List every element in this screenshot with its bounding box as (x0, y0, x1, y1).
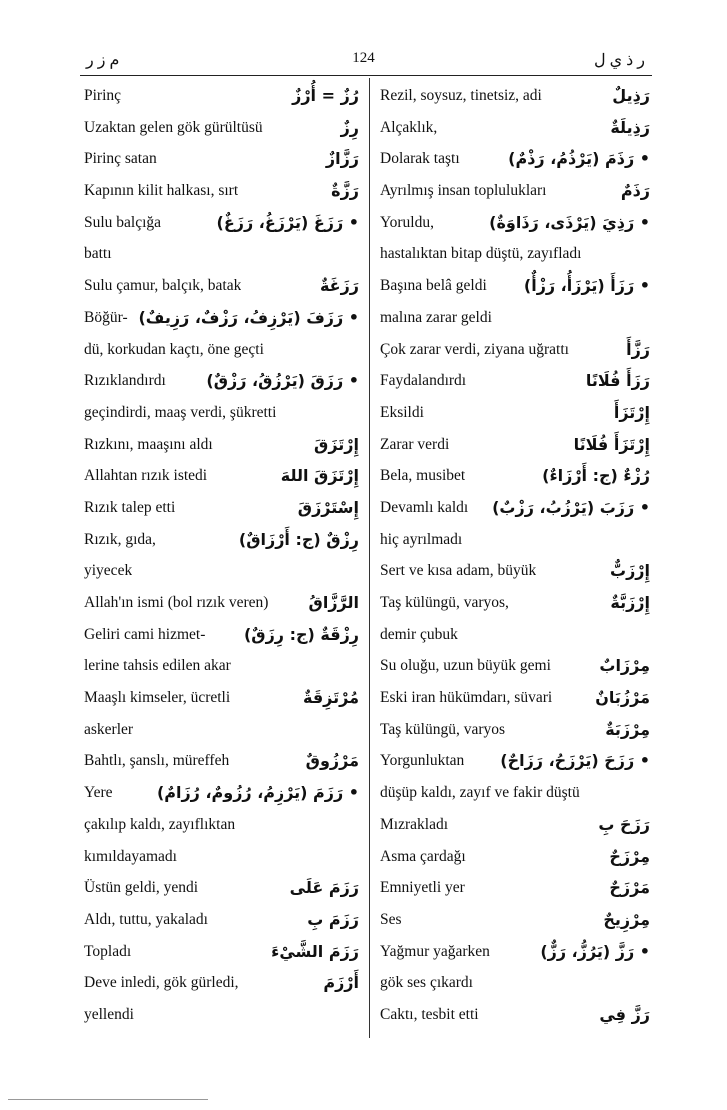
arabic-headword: • رَزَمَ (يَرْزِمُ، رُزُومٌ، رُزَامٌ) (156, 783, 359, 803)
arabic-headword: • رَزَحَ (يَرْزَحُ، رَزَاحٌ) (500, 751, 650, 771)
arabic-headword: رَزَمَ الشَّيْءَ (271, 941, 359, 961)
arabic-headword: • رَزَبَ (يَرْزُبُ، رَزْبٌ) (492, 497, 650, 517)
header-rule (80, 75, 652, 76)
turkish-definition: kımıldayamadı (84, 847, 177, 865)
turkish-definition: hiç ayrılmadı (380, 530, 463, 548)
arabic-headword: رُزٌ = أُرْزٌ (292, 86, 359, 105)
arabic-headword: • رَذِيَ (يَرْذَى، رَذَاوَةٌ) (489, 212, 650, 232)
dictionary-line (84, 872, 359, 904)
dictionary-line (380, 207, 650, 239)
dictionary-line (84, 429, 359, 461)
turkish-definition: Kapının kilit halkası, sırt (84, 182, 239, 200)
turkish-definition: demir çubuk (380, 625, 458, 643)
turkish-definition: battı (84, 245, 112, 263)
turkish-definition: Caktı, tesbit etti (380, 1005, 479, 1023)
arabic-headword: رَذِيلَةٌ (610, 117, 650, 137)
dictionary-line (380, 872, 650, 904)
dictionary-line (84, 270, 359, 302)
turkish-definition: Ses (380, 910, 402, 928)
dictionary-line (84, 492, 359, 524)
turkish-definition: geçindirdi, maaş verdi, şükretti (84, 403, 277, 421)
dictionary-line (84, 80, 359, 112)
arabic-headword: مَرْزَحٌ (609, 878, 650, 898)
arabic-headword: مِرْزِيحٌ (603, 909, 650, 929)
turkish-definition: Rızkını, maaşını aldı (84, 435, 213, 453)
arabic-headword: رَزَحَ بِ (598, 814, 650, 834)
dictionary-line (84, 777, 359, 809)
turkish-definition: malına zarar geldi (380, 308, 492, 326)
left-column (84, 80, 359, 1031)
arabic-headword: مِرْزَبَةٌ (605, 719, 650, 739)
arabic-headword: رِزْقٌ (ج: أَرْزَاقٌ) (238, 529, 359, 549)
dictionary-line (380, 334, 650, 366)
arabic-headword: رَزَّأَ (626, 339, 650, 359)
dictionary-line (380, 112, 650, 144)
arabic-headword: • رَزَّ (يَرُزُّ، رَزٌّ) (540, 941, 650, 961)
arabic-headword: مَرْزُوقٌ (305, 751, 359, 771)
arabic-headword: الرَّزَّاقُ (308, 593, 359, 612)
arabic-headword: مُرْتَزِقَةٌ (303, 688, 359, 708)
arabic-headword: رَزَأَ فُلَانًا (585, 371, 650, 391)
right-column (380, 80, 650, 1031)
turkish-definition: Rezil, soysuz, tinetsiz, adi (380, 87, 542, 104)
turkish-definition: Pirinç satan (84, 150, 157, 168)
arabic-headword: إِرْتَزَقَ اللهَ (280, 466, 359, 486)
turkish-definition: Başına belâ geldi (380, 277, 487, 295)
turkish-definition: Yorgunluktan (380, 752, 465, 770)
turkish-definition: yiyecek (84, 562, 133, 580)
dictionary-line (380, 650, 650, 682)
arabic-headword: • رَزَأَ (يَرْزَأُ، رَزْأٌ) (523, 276, 650, 296)
arabic-headword: رَزَمَ عَلَى (289, 878, 359, 898)
dictionary-line (84, 999, 359, 1031)
dictionary-line (380, 967, 650, 999)
turkish-definition: yellendi (84, 1005, 134, 1023)
dictionary-line (380, 777, 650, 809)
turkish-definition: gök ses çıkardı (380, 974, 473, 992)
page-number: 124 (352, 50, 375, 66)
turkish-definition: Pirinç (84, 87, 122, 104)
arabic-headword: مِرْزَابٌ (599, 656, 650, 676)
arabic-headword: • رَزَغَ (يَرْزَغُ، رَزَغٌ) (216, 212, 359, 232)
dictionary-line (84, 809, 359, 841)
arabic-headword: رَزَمَ بِ (307, 909, 359, 929)
dictionary-line (84, 619, 359, 651)
dictionary-line (380, 492, 650, 524)
dictionary-line (380, 999, 650, 1031)
turkish-definition: lerine tahsis edilen akar (84, 657, 231, 675)
dictionary-line (380, 619, 650, 651)
arabic-headword: رَزَّازٌ (325, 149, 359, 169)
turkish-definition: Ayrılmış insan toplulukları (380, 182, 547, 200)
turkish-definition: Yoruldu, (380, 213, 434, 231)
turkish-definition: Sert ve kısa adam, büyük (380, 562, 537, 580)
turkish-definition: Rızıklandırdı (84, 372, 166, 390)
arabic-headword: • رَذَمَ (يَرْذُمُ، رَذْمٌ) (508, 149, 650, 169)
turkish-definition: Çok zarar verdi, ziyana uğrattı (380, 340, 569, 358)
dictionary-line (380, 397, 650, 429)
turkish-definition: Eski iran hükümdarı, süvari (380, 689, 553, 707)
turkish-definition: Bela, musibet (380, 467, 466, 485)
turkish-definition: Geliri cami hizmet- (84, 625, 206, 643)
turkish-definition: Sulu çamur, balçık, batak (84, 277, 242, 295)
dictionary-line (84, 904, 359, 936)
dictionary-line (380, 302, 650, 334)
dictionary-line (380, 745, 650, 777)
dictionary-line (84, 682, 359, 714)
turkish-definition: Deve inledi, gök gürledi, (84, 974, 239, 992)
dictionary-line (380, 365, 650, 397)
arabic-headword: إِسْتَرْزَقَ (297, 497, 359, 517)
arabic-headword: رَزَّ فِي (599, 1004, 650, 1024)
turkish-definition: Yağmur yağarken (380, 942, 490, 960)
turkish-definition: Alçaklık, (380, 118, 438, 136)
dictionary-line (380, 429, 650, 461)
dictionary-line (84, 334, 359, 366)
arabic-headword: إِرْتَزَأَ فُلَانًا (573, 434, 650, 454)
dictionary-line (84, 587, 359, 619)
turkish-definition: çakılıp kaldı, zayıflıktan (84, 815, 236, 833)
dictionary-line (84, 112, 359, 144)
dictionary-line (84, 841, 359, 873)
turkish-definition: hastalıktan bitap düştü, zayıfladı (380, 245, 582, 263)
turkish-definition: Su oluğu, uzun büyük gemi (380, 657, 551, 675)
turkish-definition: Rızık, gıda, (84, 530, 156, 548)
dictionary-line (84, 936, 359, 968)
dictionary-line (84, 238, 359, 270)
dictionary-line (84, 650, 359, 682)
turkish-definition: Devamlı kaldı (380, 498, 469, 516)
turkish-definition: dü, korkudan kaçtı, öne geçti (84, 340, 264, 358)
dictionary-line (84, 397, 359, 429)
arabic-headword: • رَزَقَ (يَرْزُقُ، رَزْقٌ) (206, 371, 359, 391)
turkish-definition: Böğür- (84, 308, 128, 326)
turkish-definition: Asma çardağı (380, 847, 466, 865)
dictionary-line (380, 270, 650, 302)
dictionary-line (380, 587, 650, 619)
turkish-definition: Maaşlı kimseler, ücretli (84, 689, 231, 707)
turkish-definition: Yere (84, 784, 113, 802)
dictionary-line (84, 365, 359, 397)
dictionary-line (84, 143, 359, 175)
dictionary-line (84, 524, 359, 556)
dictionary-line (84, 745, 359, 777)
turkish-definition: Faydalandırdı (380, 372, 467, 390)
dictionary-line (380, 143, 650, 175)
dictionary-line (380, 80, 650, 112)
dictionary-line (380, 524, 650, 556)
turkish-definition: Emniyetli yer (380, 879, 465, 897)
turkish-definition: Dolarak taştı (380, 150, 460, 168)
turkish-definition: Rızık talep etti (84, 498, 176, 516)
turkish-definition: Mızrakladı (380, 815, 449, 833)
dictionary-line (84, 460, 359, 492)
turkish-definition: Uzaktan gelen gök gürültüsü (84, 118, 263, 136)
dictionary-line (380, 682, 650, 714)
arabic-headword: مَرْزُبَانٌ (595, 688, 650, 708)
arabic-headword: إِرْزَبَّةٌ (610, 593, 650, 612)
arabic-headword: رِزٌ (340, 117, 359, 137)
arabic-headword: رَزَّةٌ (331, 181, 359, 201)
dictionary-line (380, 714, 650, 746)
turkish-definition: Bahtlı, şanslı, müreffeh (84, 752, 230, 770)
arabic-headword: • رَزَفَ (يَرْزِفُ، رَزْفٌ، رَزِيفٌ) (138, 307, 359, 327)
arabic-headword: رِزْقَةٌ (ج: رِزَقٌ) (243, 624, 359, 644)
arabic-headword: أَرْزَمَ (323, 973, 359, 993)
dictionary-line (380, 460, 650, 492)
turkish-definition: Allah'ın ismi (bol rızık veren) (84, 594, 269, 611)
arabic-headword: رَذِيلٌ (612, 86, 650, 105)
dictionary-line (380, 936, 650, 968)
dictionary-line (84, 175, 359, 207)
dictionary-line (380, 555, 650, 587)
dictionary-line (84, 555, 359, 587)
header-root-letters: م ز ر (86, 52, 120, 69)
dictionary-line (84, 302, 359, 334)
turkish-definition: Taş külüngü, varyos (380, 720, 506, 738)
dictionary-line (84, 967, 359, 999)
scan-edge-mark (8, 1099, 208, 1100)
turkish-definition: Zarar verdi (380, 435, 450, 453)
column-divider (369, 78, 370, 1038)
turkish-definition: askerler (84, 720, 134, 738)
arabic-headword: إِرْزَبٌّ (610, 561, 650, 581)
dictionary-line (84, 207, 359, 239)
turkish-definition: Taş külüngü, varyos, (380, 594, 509, 611)
dictionary-line (380, 175, 650, 207)
arabic-headword: رَذَمٌ (620, 181, 650, 201)
turkish-definition: Eksildi (380, 403, 424, 421)
turkish-definition: düşüp kaldı, zayıf ve fakir düştü (380, 784, 580, 802)
dictionary-line (380, 238, 650, 270)
arabic-headword: إِرْتَزَقَ (314, 434, 359, 454)
turkish-definition: Aldı, tuttu, yakaladı (84, 910, 208, 928)
arabic-headword: مِرْزَحٌ (609, 846, 650, 866)
arabic-headword: رَزَغَةٌ (319, 276, 359, 296)
dictionary-line (380, 904, 650, 936)
dictionary-line (84, 714, 359, 746)
arabic-headword: رُزْءٌ (ج: أَرْزَاءٌ) (542, 466, 650, 486)
turkish-definition: Sulu balçığa (84, 213, 162, 231)
turkish-definition: Allahtan rızık istedi (84, 467, 208, 485)
turkish-definition: Üstün geldi, yendi (84, 879, 199, 897)
turkish-definition: Topladı (84, 942, 132, 960)
dictionary-line (380, 809, 650, 841)
dictionary-line (380, 841, 650, 873)
arabic-headword: إِرْتَزَأَ (613, 402, 650, 422)
header-entry-letters: ر ذ ي ل (594, 52, 645, 69)
